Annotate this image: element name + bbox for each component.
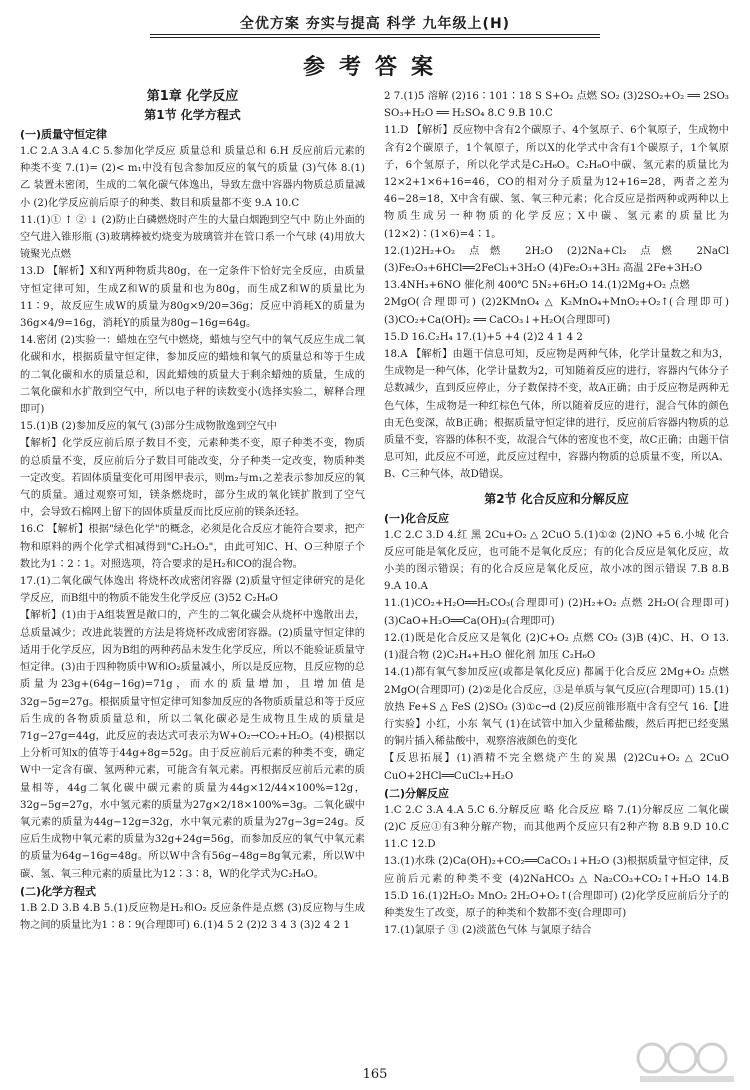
answer-paragraph: 【解析】(1)由于A组装置是敞口的，产生的二氧化碳会从烧杯中逸散出去，总质量减少；改进此装置的方法是将烧杯改成密闭容器。(2)质量守恒定律的适用于化学反应，因为B组的两种药品未发生化学反应，所以不能验证质量守恒定律。(3)由于四种物质中W和O₂质量减小，所以是反应物，且反应物的总质量为23g+(64g−16g)=71g，而水的质量增加，且增加值是32g−5g=27g。根据质量守恒定律可知参加反应的各物质质量总和等于反应后生成的各物质质量总和，所以二氧化碳必是生成物且生成的质量是71g−27g=44g，此反应的表达式可表示为W+O₂→CO₂+H₂O。(4)根据以上分析可知x的值等于44g+8g=52g。由于反应前后元素的种类不变，确定W中一定含有碳、氢两种元素，可能含有氧元素。再根据反应前后元素的质量相等，44g二氧化碳中碳元素的质量为44g×12/44×100%=12g，32g−5g=27g，水中氢元素的质量为27g×2/18×100%=3g。二氧化碳中氧元素的质量为44g−12g=32g，水中氧元素的质量为27g−3g=24g。反应后生成物中氧元素的质量为32g+24g=56g，而参加反应的氧气中氧元素的质量为64g−16g=48g。所以W中含有56g−48g=8g氧元素，所以W中碳、氢、氧三种元素的质量比为12∶3∶8，W的化学式为C₂H₆O。 (20, 610, 365, 880)
subsection-heading: (二)化学方程式 (20, 884, 97, 898)
answer-paragraph: 15.(1)B (2)参加反应的氧气 (3)部分生成物散逸到空气中 (20, 421, 277, 433)
answer-paragraph: 12.(1)2H₂+O₂ 点燃 2H₂O (2)2Na+Cl₂ 点燃 2NaCl (3)Fe₂O₃+6HCl══2FeCl₃+3H₂O (4)Fe₂O₃+3H₂ 高温 2Fe+3H₂O (384, 245, 729, 275)
answer-paragraph: 17.(1)二氧化碳气体逸出 将烧杯改成密闭容器 (2)质量守恒定律研究的是化学反应，而B组中的物质不能发生化学反应 (3)52 C₂H₆O (20, 576, 365, 605)
answer-paragraph: 16.C 【解析】根据"绿色化学"的概念，必须是化合反应才能符合要求，把产物和原料的两个化学式相减得到"C₂H₂O₂"，由此可知C、H、O三种原子个数比为1∶2∶1。对照选项，符合要求的是H₂和CO的混合物。 (20, 524, 365, 570)
watermark-logo-icon (632, 1038, 742, 1086)
section-heading: 第1节 化学方程式 (144, 108, 241, 122)
page-title: 参考答案 (302, 55, 447, 80)
subsection-heading: (二)分解反应 (384, 786, 450, 800)
running-header-text: 全优方案 夯实与提高 科学 九年级上(H) (239, 16, 511, 32)
answer-paragraph: 1.C 2.C 3.A 4.A 5.C 6.分解反应 略 化合反应 略 7.(1)分解反应 二氧化碳 (2)C 反应①有3种分解产物，而其他两个反应只有2种产物 8.B 9.D 10.C 11.C 12.D (384, 804, 729, 851)
answer-paragraph: 17.(1)氯原子 ③ (2)淡蓝色气体 与氯原子结合 (384, 925, 592, 937)
answer-paragraph: 1.B 2.D 3.B 4.B 5.(1)反应物是H₂和O₂ 反应条件是点燃 (3)反应物与生成物之间的质量比为1∶8∶9(合理即可) 6.(1)4 5 2 (2)2 3 4 3 (3)2 4 2 1 (20, 902, 365, 931)
answer-paragraph: 11.D 【解析】反应物中含有2个碳原子、4个氢原子、6个氧原子，生成物中含有2个碳原子，1个氧原子，所以X的化学式中含有1个碳原子，1个氧原子，6个氢原子，所以化学式是C₂H₆O。C₂H₆O中碳、氢元素的质量比为12×2+1×6+16=46，CO的相对分子质量为12+16=28，两者之差为46−28=18，X中含有碳、氢、氧三种元素；化合反应是指两种或两种以上物质生成另一种物质的化学反应；X中碳、氢元素的质量比为(12×2)∶(1×6)=4∶1。 (384, 125, 729, 240)
answer-paragraph: 1.C 2.C 3.D 4.红 黑 2Cu+O₂ △ 2CuO 5.(1)①② (2)NO +5 6.小城 化合反应可能是氧化反应，也可能不是氧化反应；有的化合反应是氧化反应，故小美的图示错误；有的化合反应是氧化反应，故小冰的图示错误 7.B 8.B 9.A 10.A (384, 529, 729, 593)
page-number: 165 (362, 1067, 388, 1082)
answer-paragraph: 18.A 【解析】由题干信息可知，反应物是两种气体，化学计量数之和为3，生成物是一种气体，化学计量数为2，可知随着反应的进行，容器内气体分子总数减少，直到反应停止，分子数保持不变，故A正确；由于反应物是两种无色气体，生成物是一种红棕色气体，所以随着反应的进行，混合气体的颜色由无色变深，故B正确；根据质量守恒定律的进行，反应前后容器内物质的总质量不变，容器的体积不变，故混合气体的密度也不变，故C正确；由题干信息可知，此反应不可逆，此反应过程中，容器内物质的总质量不变，所以A、B、C三种气体，故D错误。 (384, 349, 729, 481)
answer-paragraph: 【解析】化学反应前后原子数目不变，元素种类不变，原子种类不变，物质的总质量不变，反应前后分子数目可能改变，分子种类一定改变，物质种类一定改变。若固体质量变化可用图甲表示，则m₂与m₁之差表示参加反应的氧气的质量。通过观察可知，镁条燃烧时，部分生成的氧化镁扩散到了空气中，会导致石棉网上留下的固体质量反而比反应前的镁条还轻。 (20, 438, 365, 519)
section-heading: 第2节 化合反应和分解反应 (484, 491, 629, 506)
answer-paragraph: 1.C 2.A 3.A 4.C 5.参加化学反应 质量总和 质量总和 6.H 反应前后元素的种类不变 7.(1)= (2)< m₁中没有包含参加反应的氧气的质量 (3)气体 8.(1)乙 装置未密闭，生成的二氧化碳气体逸出，导致左盘中容器内物质总质量减小 (2)化学反应前后原子的种类、数目和质量都不变 9.A 10.C (20, 146, 365, 209)
answer-paragraph: 【反思拓展】(1)酒精不完全燃烧产生的炭黑 (2)2Cu+O₂ △ 2CuO CuO+2HCl══CuCl₂+H₂O (384, 753, 729, 782)
answer-paragraph: 12.(1)既是化合反应又是氧化 (2)C+O₂ 点燃 CO₂ (3)B (4)C、H、O 13.(1)混合物 (2)C₂H₄+H₂O 催化剂 加压 C₂H₆O (384, 632, 729, 662)
right-column (384, 88, 729, 939)
answer-paragraph: 2MgO(合理即可) (2)2KMnO₄ △ K₂MnO₄+MnO₂+O₂↑(合理即可) (3)CO₂+Ca(OH)₂ ══ CaCO₃↓+H₂O(合理即可) (384, 297, 729, 326)
answer-paragraph: 11.(1)CO₂+H₂O══H₂CO₃(合理即可) (2)H₂+O₂ 点燃 2H₂O(合理即可) (3)CaO+H₂O══Ca(OH)₂(合理即可) (384, 598, 729, 627)
running-header (0, 0, 750, 30)
answer-paragraph: 14.密闭 (2)实验一：蜡烛在空气中燃烧，蜡烛与空气中的氧气反应生成二氧化碳和水，根据质量守恒定律，参加反应的蜡烛和氧气的质量总和等于生成的二氧化碳和水的质量总和，因此蜡烛的质量大于剩余蜡烛的质量，生成的二氧化碳和水扩散到空气中，所以电子秤的读数变小(选择实验二，解释合理即可) (20, 335, 365, 416)
left-column (20, 88, 365, 934)
subsection-heading: (一)化合反应 (384, 511, 450, 525)
answer-paragraph: 11.(1)① ↑ ② ↓ (2)防止白磷燃烧时产生的大量白烟跑到空气中 防止外面的空气进入锥形瓶 (3)玻璃棒被灼烧变为玻璃管并在管口系一个气球 (4)用放大镜聚光点燃 (20, 214, 365, 261)
answer-paragraph: 13.(1)水珠 (2)Ca(OH)₂+CO₂══CaCO₃↓+H₂O (3)根据质量守恒定律，反应前后元素的种类不变 (4)2NaHCO₃ △ Na₂CO₃+CO₂↑+H₂O 14.B 15.D 16.(1)2H₂O₂ MnO₂ 2H₂O+O₂↑(合理即可) (2)化学反应前后分子的种类发生了改变，原子的种类和个数都不变(合理即可) (384, 856, 729, 919)
answer-paragraph: 15.D 16.C₂H₄ 17.(1)+5 +4 (2)2 4 1 4 2 (384, 331, 583, 343)
answer-paragraph: 13.4NH₃+6NO 催化剂 400℃ 5N₂+6H₂O 14.(1)2Mg+O₂ 点燃 (384, 280, 690, 292)
header-rule-top (150, 34, 600, 35)
answer-paragraph: 2 7.(1)5 溶解 (2)16∶101∶18 S S+O₂ 点燃 SO₂ (3)2SO₂+O₂ ══ 2SO₃ SO₃+H₂O ══ H₂SO₄ 8.C 9.B 10.C (384, 91, 729, 120)
header-rule-bottom (150, 37, 600, 38)
chapter-heading: 第1章 化学反应 (146, 89, 239, 104)
subsection-heading: (一)质量守恒定律 (20, 128, 108, 141)
answer-paragraph: 13.D 【解析】X和Y两种物质共80g，在一定条件下恰好完全反应，由质量守恒定律可知，生成Z和W的质量和也为80g，而生成Z和W的质量比为11∶9，故反应生成W的质量为80g×9/20=36g；反应中消耗X的质量为36g×4/9=16g，消耗Y的质量为80g−16g=64g。 (20, 266, 365, 330)
answer-paragraph: 14.(1)都有氧气参加反应(或都是氧化反应) 都属于化合反应 2Mg+O₂ 点燃 2MgO(合理即可) (2)②是化合反应，③是单质与氧气反应(合理即可) 15.(1)放热 Fe+S △ FeS (2)SO₂ (3)①c→d (2)反应前锥形瓶中含有空气 16.【进行实验】小红，小东 氧气 (1)在试管中加入少量稀盐酸，然后再把已经变黑的铜片插入稀盐酸中，观察溶液颜色的变化 (384, 667, 729, 748)
